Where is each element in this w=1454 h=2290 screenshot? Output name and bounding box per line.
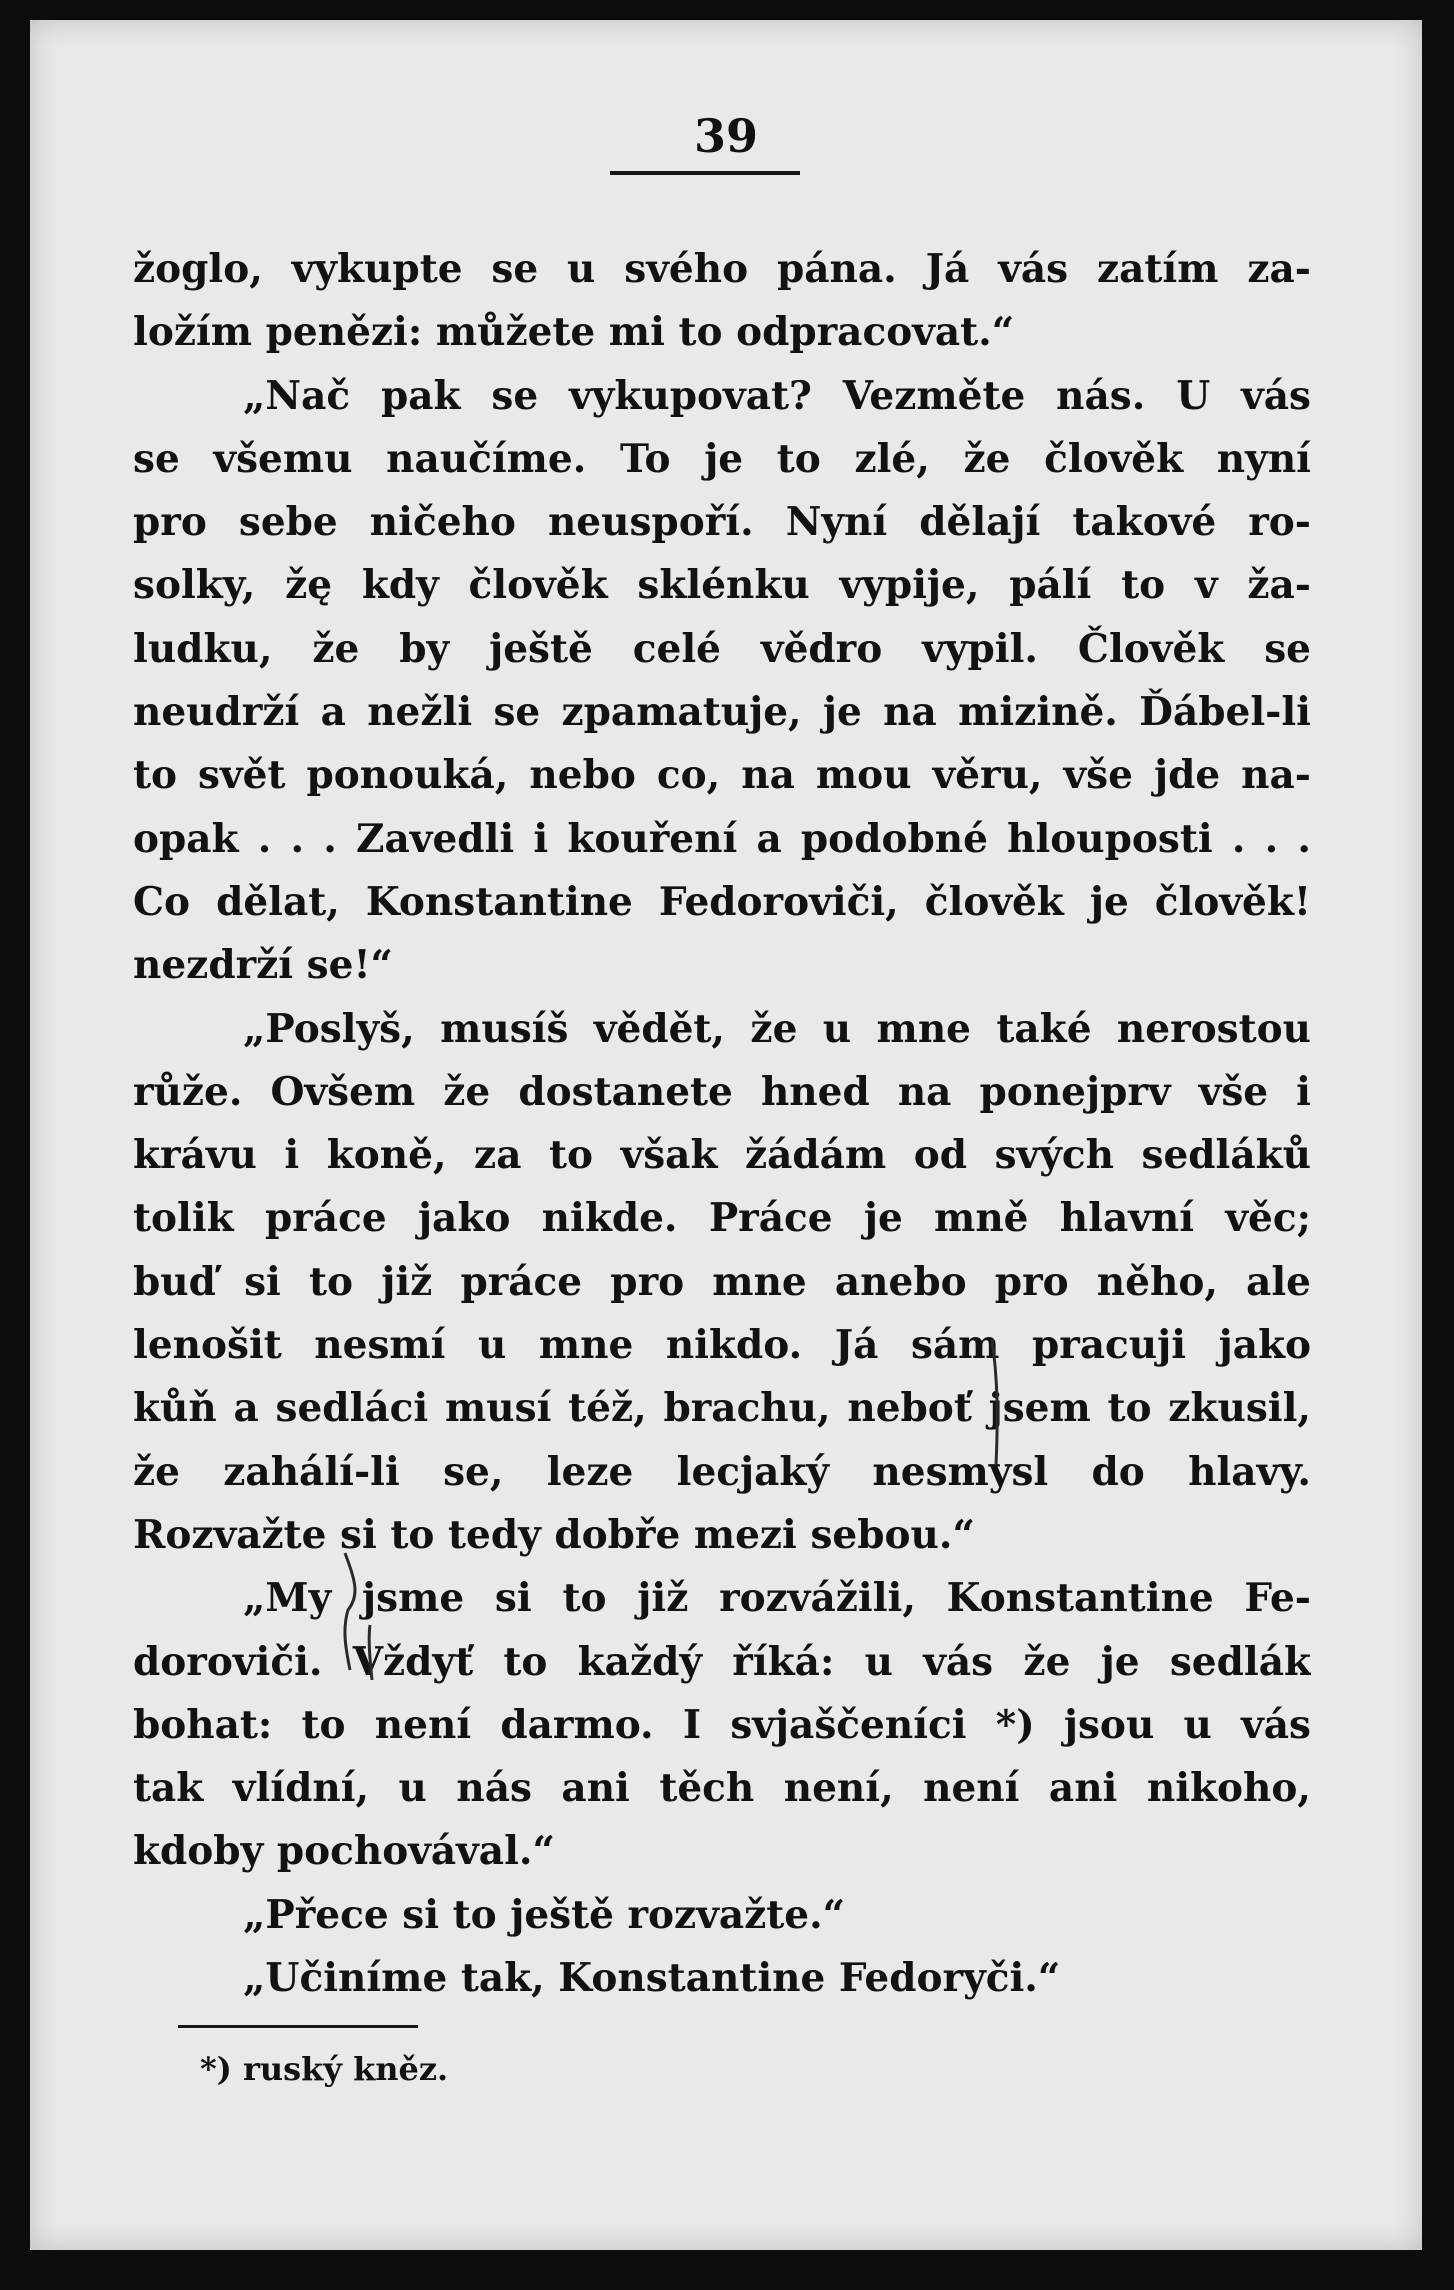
text-line: ludku, že by ještě celé vědro vypil. Člověk se bbox=[133, 625, 1311, 672]
text-line: bohat: to není darmo. I svjaščeníci *) jsou u vás bbox=[133, 1701, 1311, 1748]
text-line: kůň a sedláci musí též, brachu, neboť jsem to zkusil, bbox=[133, 1385, 1311, 1432]
text-line: Co dělat, Konstantine Fedoroviči, člověk je člověk! bbox=[133, 878, 1311, 925]
text-line: „Přece si to ještě rozvažte.“ bbox=[243, 1891, 846, 1938]
footnote-rule bbox=[178, 2025, 418, 2028]
text-line: solky, žę kdy člověk sklénku vypije, pálí to v ža- bbox=[133, 562, 1311, 609]
text-line: tak vlídní, u nás ani těch není, není ani nikoho, bbox=[133, 1765, 1311, 1812]
text-line: lenošit nesmí u mne nikdo. Já sám pracuji jako bbox=[133, 1322, 1311, 1369]
text-line: to svět ponouká, nebo co, na mou věru, vše jde na- bbox=[133, 752, 1311, 799]
text-line: „Poslyš, musíš vědět, že u mne také nerostou bbox=[243, 1005, 1311, 1052]
page-number: 39 bbox=[693, 109, 758, 163]
text-line: kdoby pochovával.“ bbox=[133, 1828, 555, 1875]
footnote: *) ruský kněz. bbox=[200, 2050, 449, 2088]
text-line: že zahálí-li se, leze lecjaký nesmysl do hlavy. bbox=[133, 1448, 1311, 1495]
text-line: neudrží a nežli se zpamatuje, je na mizině. Ďábel-li bbox=[133, 689, 1311, 736]
text-line: „Učiníme tak, Konstantine Fedoryči.“ bbox=[243, 1955, 1061, 2002]
text-line: žoglo, vykupte se u svého pána. Já vás zatím za- bbox=[133, 246, 1311, 292]
text-line: „Nač pak se vykupovat? Vezměte nás. U vás bbox=[243, 372, 1311, 419]
text-line: doroviči. Vždyť to každý říká: u vás že je sedlák bbox=[133, 1638, 1311, 1685]
text-line: buď si to již práce pro mne anebo pro něho, ale bbox=[133, 1258, 1311, 1305]
text-line: krávu i koně, za to však žádám od svých sedláků bbox=[133, 1132, 1311, 1179]
text-line: „My jsme si to již rozvážili, Konstantine Fe- bbox=[243, 1575, 1311, 1622]
text-line: Rozvažte si to tedy dobře mezi sebou.“ bbox=[133, 1511, 975, 1558]
text-line: se všemu naučíme. To je to zlé, že člověk nyní bbox=[133, 435, 1311, 482]
text-line: opak . . . Zavedli i kouření a podobné hlouposti . . . bbox=[133, 815, 1311, 862]
header-rule bbox=[610, 171, 800, 175]
text-line: nezdrží se!“ bbox=[133, 942, 393, 989]
text-line: pro sebe ničeho neuspoří. Nyní dělají takové ro- bbox=[133, 499, 1311, 546]
book-page bbox=[30, 20, 1422, 2250]
text-line: růže. Ovšem že dostanete hned na ponejprv vše i bbox=[133, 1068, 1311, 1115]
text-line: ložím penězi: můžete mi to odpracovat.“ bbox=[133, 309, 1015, 356]
body-text bbox=[133, 238, 1311, 2010]
text-line: tolik práce jako nikde. Práce je mně hlavní věc; bbox=[133, 1195, 1311, 1242]
